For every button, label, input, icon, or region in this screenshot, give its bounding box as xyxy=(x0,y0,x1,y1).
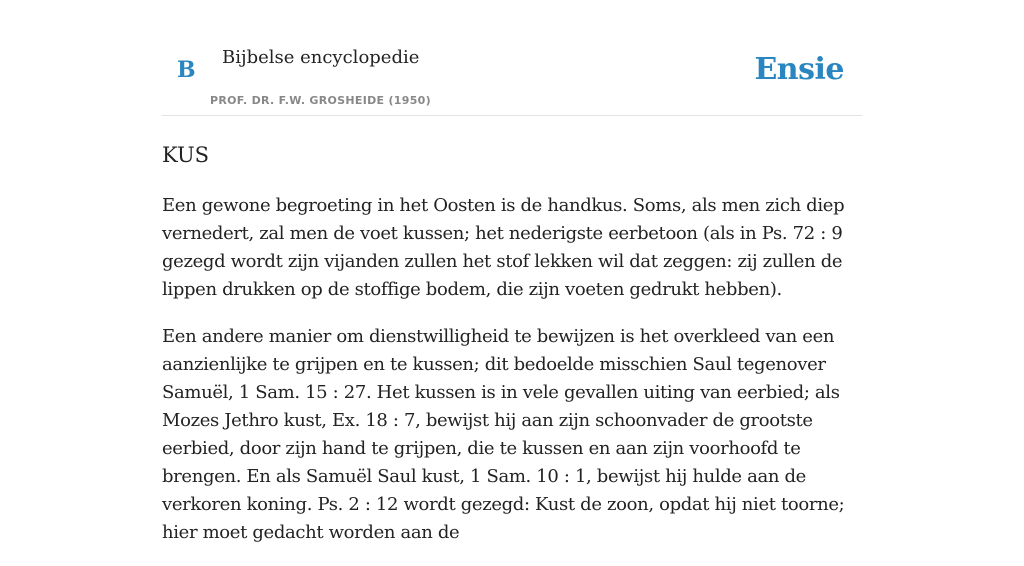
ensie-logo[interactable]: Ensie xyxy=(754,52,844,87)
book-author: PROF. DR. F.W. GROSHEIDE (1950) xyxy=(210,94,431,107)
article-paragraph: Een gewone begroeting in het Oosten is de handkus. Soms, als men zich diep vernedert, zal men de voet kussen; het nederigste eerbetoon (als in Ps. 72 : 9 gezegd wordt zijn vijanden zullen het stof lekken wil dat zeggen: zij zullen de lippen drukken op de stoffige bodem, die zijn voeten gedrukt hebben). xyxy=(162,195,845,300)
book-title-link[interactable]: Bijbelse encyclopedie xyxy=(222,47,420,68)
article xyxy=(162,140,862,566)
article-paragraph: Een andere manier om dienstwilligheid te bewijzen is het overkleed van een aanzienlijke te grijpen en te kussen; dit bedoelde misschien Saul tegenover Samuël, 1 Sam. 15 : 27. Het kussen is in vele gevallen uiting van eerbied; als Mozes Jethro kust, Ex. 18 : 7, bewijst hij aan zijn schoonvader de grootste eerbied, door zijn hand te grijpen, die te kussen en aan zijn voorhoofd te brengen. En als Samuël Saul kust, 1 Sam. 10 : 1, bewijst hij hulde aan de verkoren koning. Ps. 2 : 12 wordt gezegd: Kust de zoon, opdat hij niet toorne; hier moet gedacht worden aan de xyxy=(162,326,845,543)
article-title: KUS xyxy=(162,143,210,167)
book-logo-icon[interactable]: B xyxy=(177,57,196,83)
book-header xyxy=(162,0,862,116)
